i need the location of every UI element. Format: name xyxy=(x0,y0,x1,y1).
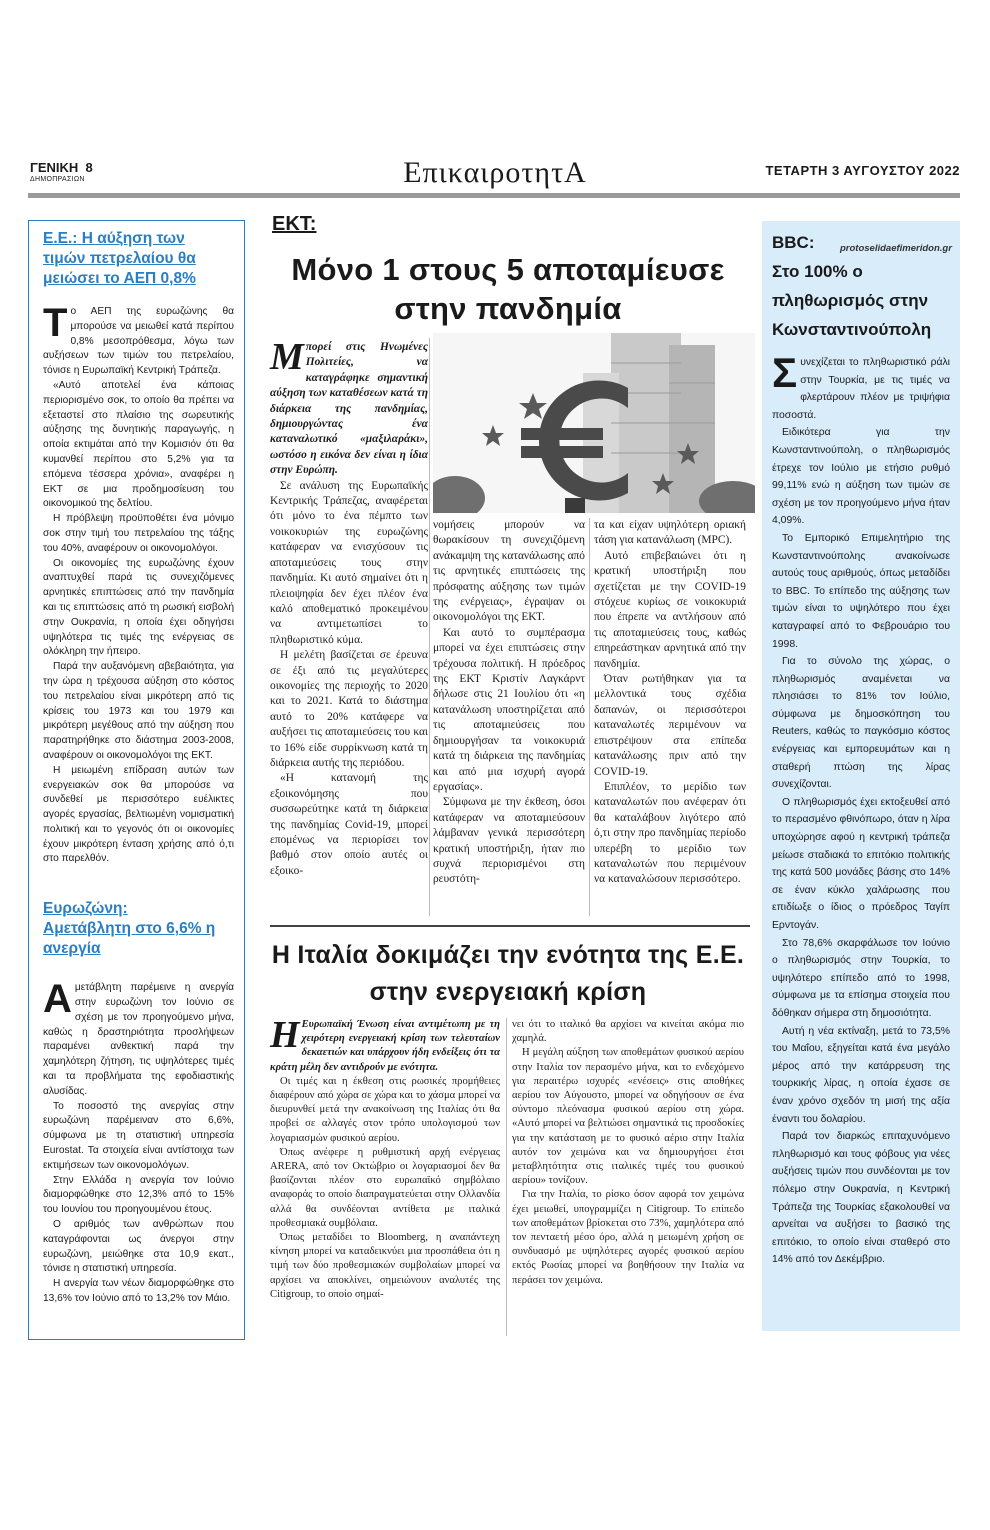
paragraph: νομήσεις μπορούν να θωρακίσουν τη συνεχιζόμενη ανάκαμψη της κατανάλωσης από τις αρνητικές επιπτώσεις της πρόσφατης αύξησης των τιμών της ενέργειας», έγραψαν οι οικονομολόγοι της ΕΚΤ. xyxy=(433,519,585,624)
paragraph: Στην Ελλάδα η ανεργία τον Ιούνιο διαμορφώθηκε στο 12,3% από το 15% του Ιουνίου του προηγουμένου έτους. xyxy=(43,1174,234,1216)
drop-cap: Τ xyxy=(43,301,68,345)
paragraph: Η μειωμένη επίδραση αυτών των ενεργειακών σοκ θα μπορούσε να συνδεθεί με περισσότερο ευέλικτες αγορές εργασίας, βελτιωμένη νομισματική πολιτική και το γεγονός ότι οι οικονομίες έχουν μικρότερη ένταση χρήσης από ό,τι στο παρελθόν. xyxy=(43,764,234,865)
section-sublabel: ΔΗΜΟΠΡΑΣΙΩΝ xyxy=(30,176,85,183)
page-header xyxy=(30,156,960,190)
lead-text: πορεί στις Ηνωμένες Πολιτείες, να καταγράφηκε σημαντική αύξηση των καταθέσεων κατά τη διάρκεια της πανδημίας, δημιουργώντας ένα καταναλωτικό «μαξιλαράκι», ωστόσο η εικόνα δεν είναι η ίδια στην Ευρώπη. xyxy=(270,341,428,477)
article-divider xyxy=(270,925,750,927)
header-rule xyxy=(28,193,960,198)
section-label: ΓΕΝΙΚΗ xyxy=(30,160,79,175)
paragraph xyxy=(43,977,234,1099)
drop-cap: Σ xyxy=(772,349,798,396)
paragraph: τα και είχαν υψηλότερη οριακή τάση για κατανάλωση (MPC). xyxy=(594,519,746,547)
drop-cap: Α xyxy=(43,977,72,1022)
italy-headline: Η Ιταλία δοκιμάζει την ενότητα της Ε.Ε. στην ενεργειακή κρίση xyxy=(271,941,745,1006)
paragraph: Ειδικότερα για την Κωνσταντινούπολη, ο πληθωρισμός έτρεχε τον Ιούλιο με ετήσιο ρυθμό 99,11% ενώ η αύξηση των τιμών σε σχέση με τον προηγούμενο μήνα ήταν 4,09%. xyxy=(772,427,950,527)
paragraph: Οι οικονομίες της ευρωζώνης έχουν αναπτυχθεί παρά τις συνεχιζόμενες αρνητικές επιπτώσεις από την πανδημία και τις επιπτώσεις από τη ρωσική εισβολή στην Ουκρανία, η οποία έχει οδηγήσει υψηλότερα τις τιμές της ενέργειας σε ολόκληρη την ήπειρο. xyxy=(43,557,234,658)
paragraph: Παρά την αυξανόμενη αβεβαιότητα, για την ώρα η τρέχουσα αύξηση στο κόστος του πετρελαίου είναι μικρότερη από τις κρίσεις του 1973 και του 1979 και μικρότερη μεγέθους από την αύξηση που παρατηρήθηκε στο διάστημα 2003-2008, αναφέρουν οι οικονομολόγοι της ΕΚΤ. xyxy=(43,661,234,761)
paragraph: Οι τιμές και η έκθεση στις ρωσικές προμήθειες διαφέρουν από χώρα σε χώρα και το χάσμα μπορεί να διευρυνθεί μετά την ανακοίνωση της Ιταλίας ότι θα προβεί σε αλλαγές στον τρόπο υπολογισμού των λογαριασμών φυσικού αερίου. xyxy=(270,1075,500,1144)
paragraph: Για την Ιταλία, το ρίσκο όσον αφορά τον χειμώνα έχει μειωθεί, υπογραμμίζει η Citigroup. Το επίπεδο των αποθεμάτων βρίσκεται στο 73%, χαμηλότερα από τον πενταετή μέσο όρο, αλλά η μειωμένη χρήση σε συνδυασμό με υψηλότερες αγορές φυσικού αερίου εκτός Ρωσίας μπορεί να βοηθήσουν την Ιταλία να περάσει τον χειμώνα. xyxy=(512,1189,744,1286)
paragraph-text: μετάβλητη παρέμεινε η ανεργία στην ευρωζώνη τον Ιούνιο σε σχέση με τον προηγούμενο μήνα, καθώς η δραστηριότητα προσλήψεων παραμένει ανθεκτική παρά την χαμηλότερη ζήτηση, τις υψηλότερες τιμές και τα προβλήματα της εφοδιαστικής αλυσίδας. xyxy=(43,982,234,1097)
euro-sculpture-image xyxy=(433,333,755,513)
paragraph: Όταν ρωτήθηκαν για τα μελλοντικά τους σχέδια δαπανών, οι περισσότεροι καταναλωτές περιμένουν να επιστρέψουν στα επίπεδα κατανάλωσης πριν από την COVID-19. xyxy=(594,673,746,778)
left-sidebar xyxy=(28,220,245,1340)
story-title-unemployment: Ευρωζώνη: Αμετάβλητη στο 6,6% η ανεργία xyxy=(43,900,216,958)
drop-cap: Μ xyxy=(270,336,304,378)
paragraph: Η μεγάλη αύξηση των αποθεμάτων φυσικού αερίου στην Ιταλία τον περασμένο μήνα, και το ενδεχόμενο για περαιτέρω ισχυρές «ενέσεις» στις αποθήκες αερίου τον Αύγουστο, μπορεί να οδηγήσουν σε ένα σύντομο πλεόνασμα φυσικού αερίου στη χώρα. «Αυτό μπορεί να βελτιώσει σημαντικά τις προσδοκίες για την κατάσταση με το φυσικό αέριο στην Ιταλία αυτόν τον χειμώνα και να δημιουργήσει έτσι μεταβλητότητα στις ιταλικές τιμές του φυσικού αερίου» τονίζουν. xyxy=(512,1047,744,1187)
paragraph: Η μελέτη βασίζεται σε έρευνα σε έξι από τις μεγαλύτερες οικονομίες της περιοχής το 2020 και το 2021. Κατά το διάστημα αυτό το 20% κατάφερε να αυξήσει τις αποταμιεύσεις του και το 16% είδε συρρίκνωση κατά τη διάρκεια αυτής της περιόδου. xyxy=(270,649,428,769)
column-divider xyxy=(429,338,430,916)
paragraph: Το ποσοστό της ανεργίας στην ευρωζώνη παρέμειναν στο 6,6%, σύμφωνα με τη στατιστική υπηρεσία Eurostat. Τα στοιχεία είναι αντίστοιχα των εκτιμήσεων των οικονομολόγων. xyxy=(43,1100,234,1171)
paragraph: Η πρόβλεψη προϋποθέτει ένα μόνιμο σοκ στην τιμή του πετρελαίου της τάξης του 40%, αναφέρουν οι οικονομολόγοι. xyxy=(43,513,234,554)
paragraph: Ο αριθμός των ανθρώπων που καταγράφονται ως άνεργοι στην ευρωζώνη, μειώθηκε στα 10,9 εκατ., τόνισε η στατιστική υπηρεσία. xyxy=(43,1219,234,1275)
paragraph: Επιπλέον, το μερίδιο των καταναλωτών που ανέφεραν ότι θα καταλάβουν λιγότερο από ό,τι στην προ πανδημίας περίοδο υπερέβη το μερίδιο των καταναλωτών που περιμένουν να καταναλώσουν περισσότερο. xyxy=(594,780,746,886)
page-title: ΕπικαιροτητΑ xyxy=(403,156,587,189)
column-divider xyxy=(589,518,590,916)
paragraph: Για το σύνολο της χώρας, ο πληθωρισμός αναμένεται να πλησιάσει το 81% τον Ιούλιο, σύμφωνα με δημοσκόπηση του Reuters, καθώς το παγκόσμιο κόστος ενέργειας και εμπορευμάτων και η σταθερή πτώση της λίρας συνεχίζονται. xyxy=(772,656,950,791)
bbc-story-title xyxy=(762,221,960,344)
paragraph: Αυτό επιβεβαιώνει ότι η κρατική υποστήριξη που σχετίζεται με την COVID-19 στόχευε κυρίως σε νοικοκυριά που έπρεπε να αντλήσουν από τις αποταμιεύσεις τους, καθώς επηρεάστηκαν αρνητικά από την πανδημία. xyxy=(594,549,746,670)
paragraph xyxy=(772,349,950,424)
bbc-story-body xyxy=(762,344,960,1269)
italy-column-1 xyxy=(270,1014,500,1302)
euro-sculpture-photo xyxy=(433,333,755,513)
paragraph xyxy=(43,301,234,379)
drop-cap: Η xyxy=(270,1014,300,1056)
article-lead xyxy=(270,336,428,479)
paragraph: Η ανεργία των νέων διαμορφώθηκε στο 13,6% τον Ιούνιο από το 13,2% τον Μάιο. xyxy=(43,1278,234,1305)
paragraph-text: υνεχίζεται το πληθωριστικό ράλι στην Τουρκία, με τις τιμές να φλερτάρουν πλέον με τριψήφια ποσοστά. xyxy=(772,357,950,421)
lead-text: Ευρωπαϊκή Ένωση είναι αντιμέτωπη με τη χειρότερη ενεργειακή κρίση των τελευταίων δεκαετιών και υπάρχουν ήδη ενδείξεις ότι τα κράτη μέλη δεν αντιδρούν με ενότητα. xyxy=(270,1019,500,1073)
paragraph: Στο 78,6% σκαρφάλωσε τον Ιούνιο ο πληθωρισμός στην Τουρκία, το υψηλότερο επίπεδο από το 1998, σύμφωνα με τα επίσημα στοιχεία που δόθηκαν σήμερα στη δημοσιότητα. xyxy=(772,937,950,1019)
watermark-text: protoselidaefimeridon.gr xyxy=(840,243,952,254)
paragraph: Όπως ανέφερε η ρυθμιστική αρχή ενέργειας ARERA, από τον Οκτώβριο οι λογαριασμοί δεν θα βασίζονται πλέον στο ευρωπαϊκό σημβόλαιο αναφοράς το οποίο διαπραγματεύεται στην Ολλανδία αλλά θα συνδέονται αντίθετα με ιταλικά προθεσμιακά συμβόλαια. xyxy=(270,1146,500,1229)
paragraph: Ο πληθωρισμός έχει εκτοξευθεί από το περασμένο φθινόπωρο, όταν η λίρα υποχώρησε αφού η κεντρική τράπεζα μείωσε σταδιακά το επιτόκιο πολιτικής της κατά 500 μονάδες βάσης στο 14% σε έναν κύκλο χαλάρωσης που επιδίωξε ο ίδιος ο πρόεδρος Ταγίπ Ερντογάν. xyxy=(772,796,950,931)
paragraph: Και αυτό το συμπέρασμα μπορεί να έχει επιπτώσεις στην τρέχουσα πολιτική. Η πρόεδρος της ΕΚΤ Κριστίν Λαγκάρντ δήλωσε στις 21 Ιουλίου ότι «η κατανάλωση υποστηρίζεται από τις αποταμιεύσεις που δημιουργήσαν τα νοικοκυριά κατά τη διάρκεια της πανδημίας και από μια ισχυρή αγορά εργασίας». xyxy=(433,626,585,793)
column-divider xyxy=(506,1018,507,1336)
paragraph: νει ότι το ιταλικό θα αρχίσει να κινείται ακόμα πιο χαμηλά. xyxy=(512,1019,744,1045)
paragraph-text: ο ΑΕΠ της ευρωζώνης θα μπορούσε να μειωθεί κατά περίπου 0,8% μεσοπρόθεσμα, λόγω των αυξήσεων των τιμών του πετρελαίου, τόνισε η Ευρωπαϊκή Κεντρική Τράπεζα. xyxy=(43,306,234,377)
article-headline: Μόνο 1 στους 5 αποταμίευσε στην πανδημία xyxy=(291,252,725,326)
issue-date: ΤΕΤΑΡΤΗ 3 ΑΥΓΟΥΣΤΟΥ 2022 xyxy=(765,163,960,178)
paragraph: Σύμφωνα με την έκθεση, όσοι κατάφεραν να αποταμιεύσουν λάμβαναν γενικά περισσότερη κρατική υποστήριξη, ήταν πιο συχνά περιορισμένοι στη ρευστότη- xyxy=(433,796,585,886)
story-title-ee: Ε.Ε.: Η αύξηση των τιμών πετρελαίου θα μειώσει το ΑΕΠ 0,8% xyxy=(43,230,196,287)
story-body-ee xyxy=(29,301,244,867)
paragraph: Αυτή η νέα εκτίναξη, μετά το 73,5% του Μαΐου, εξηγείται κατά ένα μεγάλο μέρος από την κατάρρευση της τουρκικής λίρας, η οποία έχασε σε έναν χρόνο σχεδόν τη μισή της αξία έναντι του δολαρίου. xyxy=(772,1025,950,1125)
bbc-title-text: Στο 100% ο πληθωρισμός στην Κωνσταντινούπολη xyxy=(772,262,932,339)
paragraph: Σε ανάλυση της Ευρωπαϊκής Κεντρικής Τράπεζας, αναφέρεται ότι μόνο το ένα πέμπτο των νοικοκυριών της ευρωζώνης κατάφεραν να ενισχύσουν τις αποταμιεύσεις τους στην πανδημία. Κι αυτό σημαίνει ότι η πλειοψηφία δεν έχει πλέον ένα καλό αποθεματικό προκειμένου να αντιμετωπίσει το πληθωριστικό κύμα. xyxy=(270,479,428,646)
article-column-3 xyxy=(594,518,746,888)
italy-column-2 xyxy=(512,1018,744,1288)
paragraph: Το Εμπορικό Επιμελητήριο της Κωνσταντινούπολης ανακοίνωσε αυτούς τους αριθμούς, όπως μεταδίδει το BBC. Το επίπεδο της αύξησης των τιμών είναι το υψηλότερο που έχει καταγραφεί από το Φεβρουάριο του 1998. xyxy=(772,532,950,650)
paragraph: Παρά τον διαρκώς επιταχυνόμενο πληθωρισμό και τους φόβους για νέες αυξήσεις τιμών που συνδέονται με τον πόλεμο στην Ουκρανία, η Κεντρική Τράπεζα της Τουρκίας εξακολουθεί να αρνείται να αυξήσει το βασικό της επιτόκιο, το οποίο είναι σταθερό στο 14% από τον Δεκέμβριο. xyxy=(772,1131,950,1266)
page-number: 8 xyxy=(85,160,93,175)
right-sidebar xyxy=(762,221,960,1331)
article-column-2 xyxy=(433,518,585,888)
story-body-unemployment xyxy=(29,977,244,1307)
paragraph: «Η κατανομή της εξοικονόμησης που συσσωρεύτηκε κατά τη διάρκεια της πανδημίας Covid-19, μπορεί επομένως να περιορίσει τον βαθμό στον οποίο αυτές οι εξοικο- xyxy=(270,772,428,877)
italy-lead xyxy=(270,1014,500,1075)
article-label: ΕΚΤ: xyxy=(272,213,317,235)
article-column-1 xyxy=(270,336,428,879)
bbc-label: BBC: xyxy=(772,233,815,252)
paragraph: Όπως μεταδίδει το Bloomberg, η αναπάντεχη κίνηση μπορεί να καταδεικνύει μια προσπάθεια ότι η τιμή των δύο προθεσμιακών συμβολαίων μπορεί να αρχίσει να αποκλίνει, σημειώνουν αναλυτές της Citigroup, το οποίο σημαί- xyxy=(270,1232,500,1300)
paragraph: «Αυτό αποτελεί ένα κάποιας περιορισμένο σοκ, το οποίο θα πρέπει να εξεταστεί στο πλαίσιο της σωρευτικής αύξησης της δυνητικής παραγωγής, η οποία εκτιμάται από την Κομισιόν ότι θα κυμανθεί περίπου στο 5,2% για τα επόμενα τέσσερα χρόνια», αναφέρει η ΕΚΤ σε μια προδημοσίευση του οικονομικού της δελτίου. xyxy=(43,379,234,510)
